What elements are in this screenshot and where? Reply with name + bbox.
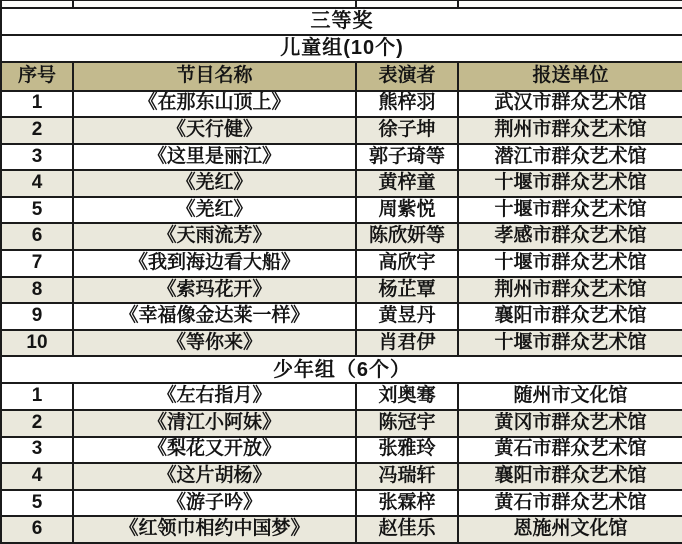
column-header-row xyxy=(1,62,682,91)
program-name-cell: 《这片胡杨》 xyxy=(73,463,356,490)
table-row xyxy=(1,91,682,118)
performer-cell: 刘奥骞 xyxy=(356,383,458,410)
performer-cell: 赵佳乐 xyxy=(356,516,458,543)
program-name-cell: 《游子吟》 xyxy=(73,490,356,517)
table-row xyxy=(1,223,682,250)
cutoff-cell xyxy=(73,1,356,8)
table-row xyxy=(1,437,682,464)
column-header: 节目名称 xyxy=(73,62,356,91)
performer-cell: 冯瑞轩 xyxy=(356,463,458,490)
row-number-cell: 7 xyxy=(1,250,73,277)
performer-cell: 肖君伊 xyxy=(356,330,458,357)
performer-cell: 杨芷覃 xyxy=(356,277,458,304)
program-name-cell: 《幸福像金达莱一样》 xyxy=(73,303,356,330)
cutoff-row xyxy=(1,1,682,8)
program-name-cell: 《清江小阿妹》 xyxy=(73,410,356,437)
organization-cell: 十堰市群众艺术馆 xyxy=(458,170,682,197)
performer-cell: 陈冠宇 xyxy=(356,410,458,437)
table-body xyxy=(1,1,682,544)
row-number-cell: 9 xyxy=(1,303,73,330)
performer-cell: 周紫悦 xyxy=(356,197,458,224)
program-name-cell: 《我到海边看大船》 xyxy=(73,250,356,277)
table-row xyxy=(1,277,682,304)
prize-title: 三等奖 xyxy=(1,8,682,35)
performer-cell: 熊梓羽 xyxy=(356,91,458,118)
program-name-cell: 《左右指月》 xyxy=(73,383,356,410)
organization-cell: 武汉市群众艺术馆 xyxy=(458,91,682,118)
row-number-cell: 3 xyxy=(1,144,73,171)
table-row xyxy=(1,516,682,543)
row-number-cell: 6 xyxy=(1,516,73,543)
row-number-cell: 5 xyxy=(1,490,73,517)
column-header: 报送单位 xyxy=(458,62,682,91)
column-header: 表演者 xyxy=(356,62,458,91)
table-row xyxy=(1,197,682,224)
cutoff-cell xyxy=(1,1,73,8)
organization-cell: 孝感市群众艺术馆 xyxy=(458,223,682,250)
program-name-cell: 《梨花又开放》 xyxy=(73,437,356,464)
row-number-cell: 4 xyxy=(1,463,73,490)
program-name-cell: 《索玛花开》 xyxy=(73,277,356,304)
organization-cell: 十堰市群众艺术馆 xyxy=(458,250,682,277)
table-row xyxy=(1,170,682,197)
row-number-cell: 3 xyxy=(1,437,73,464)
row-number-cell: 1 xyxy=(1,383,73,410)
group-title: 少年组（6个） xyxy=(1,356,682,383)
program-name-cell: 《羌红》 xyxy=(73,170,356,197)
program-name-cell: 《等你来》 xyxy=(73,330,356,357)
organization-cell: 襄阳市群众艺术馆 xyxy=(458,303,682,330)
row-number-cell: 1 xyxy=(1,91,73,118)
performer-cell: 郭子琦等 xyxy=(356,144,458,171)
row-number-cell: 6 xyxy=(1,223,73,250)
organization-cell: 襄阳市群众艺术馆 xyxy=(458,463,682,490)
group-title: 儿童组(10个) xyxy=(1,35,682,62)
row-number-cell: 8 xyxy=(1,277,73,304)
table-row xyxy=(1,117,682,144)
organization-cell: 黄石市群众艺术馆 xyxy=(458,437,682,464)
organization-cell: 黄石市群众艺术馆 xyxy=(458,490,682,517)
performer-cell: 黄梓童 xyxy=(356,170,458,197)
organization-cell: 荆州市群众艺术馆 xyxy=(458,277,682,304)
performer-cell: 徐子坤 xyxy=(356,117,458,144)
table-row xyxy=(1,330,682,357)
cutoff-cell xyxy=(458,1,682,8)
program-name-cell: 《这里是丽江》 xyxy=(73,144,356,171)
organization-cell: 荆州市群众艺术馆 xyxy=(458,117,682,144)
program-name-cell: 《天雨流芳》 xyxy=(73,223,356,250)
row-number-cell: 5 xyxy=(1,197,73,224)
program-name-cell: 《天行健》 xyxy=(73,117,356,144)
organization-cell: 随州市文化馆 xyxy=(458,383,682,410)
organization-cell: 潜江市群众艺术馆 xyxy=(458,144,682,171)
organization-cell: 恩施州文化馆 xyxy=(458,516,682,543)
organization-cell: 黄冈市群众艺术馆 xyxy=(458,410,682,437)
performer-cell: 高欣宇 xyxy=(356,250,458,277)
table-row xyxy=(1,144,682,171)
row-number-cell: 2 xyxy=(1,410,73,437)
row-number-cell: 4 xyxy=(1,170,73,197)
table-row xyxy=(1,490,682,517)
row-number-cell: 10 xyxy=(1,330,73,357)
performer-cell: 张霖梓 xyxy=(356,490,458,517)
program-name-cell: 《在那东山顶上》 xyxy=(73,91,356,118)
performer-cell: 陈欣妍等 xyxy=(356,223,458,250)
program-name-cell: 《红领巾相约中国梦》 xyxy=(73,516,356,543)
performer-cell: 黄昱丹 xyxy=(356,303,458,330)
program-name-cell: 《羌红》 xyxy=(73,197,356,224)
table-row xyxy=(1,383,682,410)
column-header: 序号 xyxy=(1,62,73,91)
group-title-row xyxy=(1,356,682,383)
table-row xyxy=(1,303,682,330)
row-number-cell: 2 xyxy=(1,117,73,144)
table-row xyxy=(1,250,682,277)
cutoff-cell xyxy=(356,1,458,8)
organization-cell: 十堰市群众艺术馆 xyxy=(458,197,682,224)
table-row xyxy=(1,463,682,490)
prize-title-row xyxy=(1,8,682,35)
performer-cell: 张雅玲 xyxy=(356,437,458,464)
organization-cell: 十堰市群众艺术馆 xyxy=(458,330,682,357)
table-row xyxy=(1,410,682,437)
group-title-row xyxy=(1,35,682,62)
